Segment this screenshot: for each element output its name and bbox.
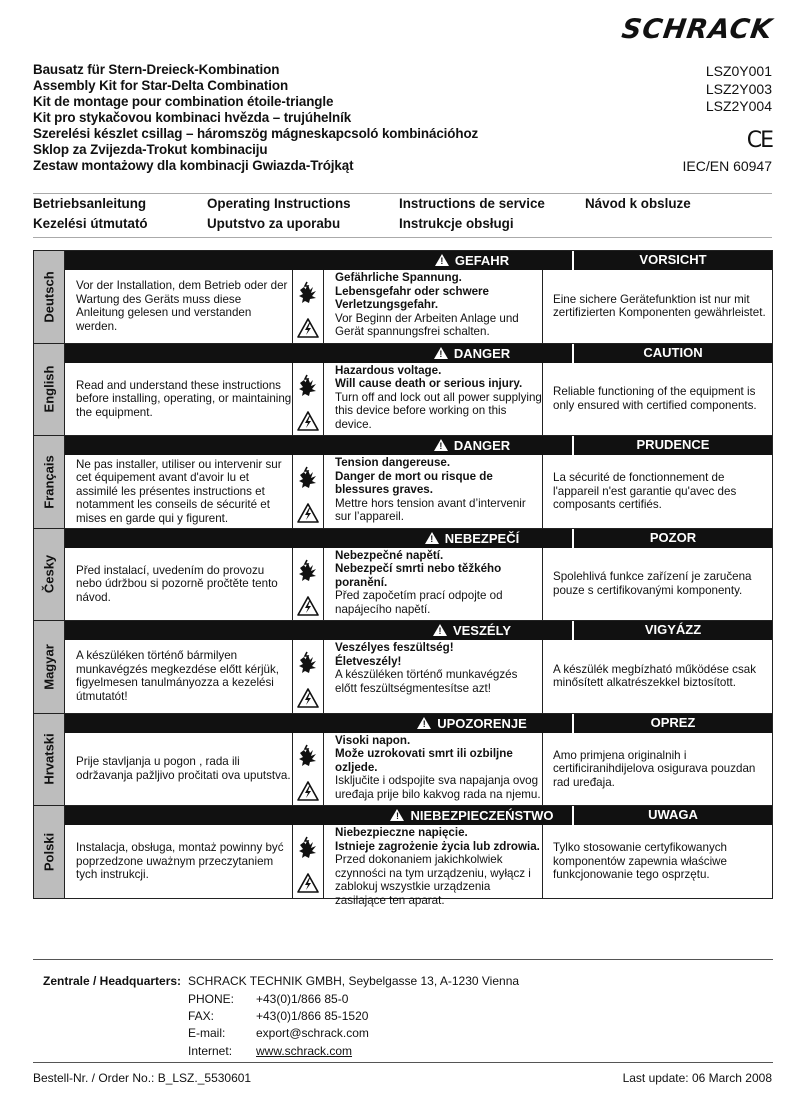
warning-triangle-icon: ! (390, 809, 404, 821)
title-cz: Kit pro stykačovou kombinaci hvězda – trujúhelník (33, 110, 352, 125)
language-label-cell (34, 714, 65, 806)
danger-header (370, 529, 574, 548)
language-section (34, 436, 773, 529)
caution-label: UWAGA (648, 807, 698, 822)
danger-instruction: Vor Beginn der Arbeiten Anlage und Gerät spannungsfrei schalten. (335, 311, 519, 338)
electric-hazard-icon (297, 873, 319, 893)
section-header-bar (65, 344, 772, 363)
warning-triangle-icon: ! (434, 347, 448, 359)
danger-instruction: Před započetím prací odpojte od napájecího napětí. (335, 589, 503, 616)
phone-label: PHONE: (188, 992, 235, 1006)
language-section (34, 621, 773, 714)
divider (33, 237, 772, 238)
caution-label: CAUTION (643, 344, 703, 360)
caution-text (543, 640, 772, 713)
fax-value: +43(0)1/866 85-1520 (256, 1009, 369, 1023)
danger-label: NEBEZPEČÍ (444, 530, 520, 546)
hazard-icons (293, 640, 324, 713)
hand-shock-icon (297, 836, 321, 860)
product-titles (33, 62, 533, 174)
caution-label: VORSICHT (639, 252, 707, 267)
caution-text (543, 733, 772, 806)
title-en: Assembly Kit for Star-Delta Combination (33, 78, 289, 93)
danger-bold-text: Gefährliche Spannung. Lebensgefahr oder schwere Verletzungsgefahr. (335, 271, 489, 311)
standard-label: IEC/EN 60947 (682, 158, 772, 174)
company-address: SCHRACK TECHNIK GMBH, Seybelgasse 13, A-1230 Vienna (188, 974, 520, 988)
order-number: Bestell-Nr. / Order No.: B_LSZ._5530601 (33, 1071, 252, 1085)
headquarters-heading: Zentrale / Headquarters: (43, 974, 182, 988)
danger-header (370, 714, 574, 733)
danger-bold-text: Veszélyes feszültség! Életveszély! (335, 641, 454, 668)
intro-text (65, 548, 293, 621)
caution-label: VIGYÁZZ (644, 622, 702, 637)
footer-contact (33, 959, 773, 1063)
instr-label: Instrukcje obsługi (399, 216, 514, 231)
ce-mark: CE (746, 128, 772, 153)
hand-shock-icon (297, 651, 321, 675)
caution-label: PRUDENCE (636, 437, 710, 452)
caution-label: POZOR (649, 529, 697, 545)
danger-bold-text: Niebezpieczne napięcie. Istnieje zagrożenie życia lub zdrowia. (335, 826, 540, 853)
instructions-header (33, 196, 773, 236)
caution-label: OPREZ (650, 714, 696, 730)
language-section (34, 344, 773, 437)
product-codes (706, 63, 772, 116)
caution-text-content: Reliable functioning of the equipment is only ensured with certified components. (553, 385, 757, 412)
product-code: LSZ2Y003 (705, 80, 772, 97)
danger-text (324, 640, 543, 713)
electric-hazard-icon (297, 688, 319, 708)
intro-text-content: Ne pas installer, utiliser ou intervenir sur cet équipement avant d'avoir lu et assimilé les présentes instructions et notamment les conseils de sécurité et mises en garde qui y figurent. (76, 457, 282, 525)
section-header-bar (65, 806, 772, 825)
language-label: Français (41, 455, 57, 509)
caution-text (543, 455, 772, 528)
language-label: English (41, 365, 57, 413)
hand-shock-icon (297, 466, 321, 490)
danger-label: DANGER (453, 345, 511, 361)
danger-bold-text: Tension dangereuse. Danger de mort ou risque de blessures graves. (335, 456, 493, 496)
danger-text (324, 733, 543, 806)
language-label: Deutsch (41, 271, 57, 323)
title-hr: Sklop za Zvijezda-Trokut kombinaciju (33, 142, 268, 157)
danger-text (324, 455, 543, 528)
language-label-cell (34, 621, 65, 713)
instr-label: Návod k obsluze (585, 196, 691, 211)
danger-text (324, 548, 543, 621)
danger-text (324, 270, 543, 343)
electric-hazard-icon (297, 596, 319, 616)
intro-text (65, 270, 293, 343)
title-fr: Kit de montage pour combination étoile-triangle (33, 94, 334, 109)
language-label-cell (34, 344, 65, 436)
email-label: E-mail: (188, 1026, 226, 1040)
section-header-bar (65, 621, 772, 640)
title-hu: Szerelési készlet csillag – háromszög mágneskapcsoló kombinációhoz (33, 126, 479, 141)
danger-label: UPOZORENJE (437, 715, 527, 731)
schrack-logo: SCHRACK (619, 14, 775, 45)
danger-header (370, 344, 574, 363)
fax-label: FAX: (188, 1009, 215, 1023)
electric-hazard-icon (297, 318, 319, 338)
language-section (34, 806, 773, 907)
hazard-icons (293, 733, 324, 806)
warning-triangle-icon: ! (425, 532, 439, 544)
language-label-cell (34, 806, 65, 898)
hazard-icons (293, 270, 324, 343)
title-pl: Zestaw montażowy dla kombinacji Gwiazda-Trójkąt (33, 158, 354, 173)
caution-text (543, 363, 772, 436)
email-link[interactable]: export@schrack.com (256, 1026, 369, 1040)
language-section (34, 714, 773, 807)
caution-text-content: A készülék megbízható működése csak minősített alkatrészekkel biztosított. (553, 662, 756, 690)
danger-label: VESZÉLY (452, 623, 512, 638)
divider (33, 193, 772, 194)
caution-text (543, 825, 772, 898)
intro-text-content: Vor der Installation, dem Betrieb oder der Wartung des Geräts muss diese Anleitung gelesen und verstanden werden. (76, 279, 288, 333)
section-header-bar (65, 251, 772, 270)
instr-label: Uputstvo za uporabu (207, 216, 341, 231)
intro-text (65, 455, 293, 528)
language-label: Polski (41, 832, 57, 871)
intro-text (65, 640, 293, 713)
intro-text-content: Před instalací, uvedením do provozu nebo údržbou si pozorně pročtěte tento návod. (76, 563, 278, 604)
danger-text (324, 825, 543, 907)
intro-text-content: A készüléken történő bármilyen munkavégzés megkezdése előtt kérjük, figyelmesen tanulmányozza a kezelési útmutatót! (76, 649, 279, 703)
danger-label: NIEBEZPIECZEŃSTWO (410, 808, 554, 823)
hand-shock-icon (297, 374, 321, 398)
language-label-cell (34, 529, 65, 621)
hazard-icons (293, 363, 324, 436)
last-update: Last update: 06 March 2008 (622, 1071, 772, 1085)
warning-triangle-icon: ! (435, 254, 449, 266)
internet-label: Internet: (188, 1044, 233, 1058)
language-section (34, 251, 773, 344)
caution-text-content: Eine sichere Gerätefunktion ist nur mit zertifizierten Komponenten gewährleistet. (553, 292, 766, 320)
instr-label: Instructions de service (399, 196, 545, 211)
instr-label: Betriebsanleitung (33, 196, 147, 211)
language-label: Magyar (41, 643, 57, 690)
danger-header (370, 806, 574, 825)
danger-instruction: Przed dokonaniem jakichkolwiek czynności na tym urządzeniu, wyłącz i zablokuj wszystkie urządzenia zasilające ten aparat. (335, 853, 531, 907)
caution-text-content: Tylko stosowanie certyfikowanych komponentów zapewnia właściwe funkcjonowanie tego osprzętu. (553, 841, 727, 881)
hazard-icons (293, 548, 324, 621)
product-code: LSZ0Y001 (705, 63, 772, 79)
section-header-bar (65, 529, 772, 548)
intro-text (65, 363, 293, 436)
caution-text (543, 548, 772, 621)
electric-hazard-icon (297, 411, 319, 431)
hand-shock-icon (297, 281, 321, 305)
danger-bold-text: Hazardous voltage. Will cause death or serious injury. (335, 363, 523, 390)
electric-hazard-icon (297, 503, 319, 523)
danger-header (370, 436, 574, 455)
intro-text (65, 733, 293, 806)
language-label: Česky (41, 555, 57, 594)
caution-text-content: La sécurité de fonctionnement de l'appareil n'est garantie qu'avec des composants certifiés. (553, 471, 737, 511)
warning-triangle-icon: ! (434, 439, 448, 451)
intro-text-content: Read and understand these instructions before installing, operating, or maintaining the equipment. (76, 378, 292, 419)
instr-label: Kezelési útmutató (33, 216, 148, 231)
language-label-cell (34, 436, 65, 528)
language-section (34, 529, 773, 622)
warning-triangle-icon: ! (433, 624, 447, 636)
product-code: LSZ2Y004 (705, 98, 772, 114)
language-label-cell (34, 251, 65, 343)
intro-text (65, 825, 293, 898)
danger-bold-text: Nebezpečné napětí. Nebezpečí smrti nebo těžkého poranění. (335, 548, 502, 589)
instr-label: Operating Instructions (207, 196, 351, 211)
hand-shock-icon (297, 559, 321, 583)
electric-hazard-icon (297, 781, 319, 801)
danger-text (324, 363, 543, 436)
danger-instruction: Turn off and lock out all power supplying this device before working on this device. (335, 390, 542, 431)
danger-header (370, 251, 574, 270)
danger-instruction: Isključite i odspojite sva napajanja ovog uređaja prije bilo kakvog rada na njemu. (335, 774, 541, 801)
intro-text-content: Prije stavljanja u pogon , rada ili održavanja pažljivo pročitati ova uputstva. (76, 755, 291, 782)
caution-text-content: Amo primjena originalnih i certificiranihdijelova osigurava pouzdan rad uređaja. (553, 748, 756, 789)
caution-text (543, 270, 772, 343)
intro-text-content: Instalacja, obsługa, montaż powinny być poprzedzone uważnym przeczytaniem tych instrukcji. (76, 841, 284, 881)
danger-instruction: Mettre hors tension avant d’intervenir sur l’appareil. (335, 496, 526, 523)
website-link[interactable]: www.schrack.com (256, 1044, 353, 1058)
section-header-bar (65, 436, 772, 455)
danger-label: DANGER (453, 438, 511, 453)
danger-label: GEFAHR (454, 253, 510, 268)
danger-instruction: A készüléken történő munkavégzés előtt feszültségmentesítse azt! (335, 668, 518, 695)
danger-bold-text: Visoki napon. Može uzrokovati smrt ili ozbiljne ozljede. (335, 733, 513, 774)
phone-value: +43(0)1/866 85-0 (256, 992, 349, 1006)
title-de: Bausatz für Stern-Dreieck-Kombination (33, 62, 280, 77)
hazard-icons (293, 825, 324, 898)
section-header-bar (65, 714, 772, 733)
caution-text-content: Spolehlivá funkce zařízení je zaručena pouze s certifikovanými komponenty. (553, 570, 752, 597)
warning-triangle-icon: ! (417, 717, 431, 729)
hand-shock-icon (297, 744, 321, 768)
danger-header (370, 621, 574, 640)
safety-table (33, 250, 773, 907)
language-label: Hrvatski (41, 733, 57, 785)
hazard-icons (293, 455, 324, 528)
